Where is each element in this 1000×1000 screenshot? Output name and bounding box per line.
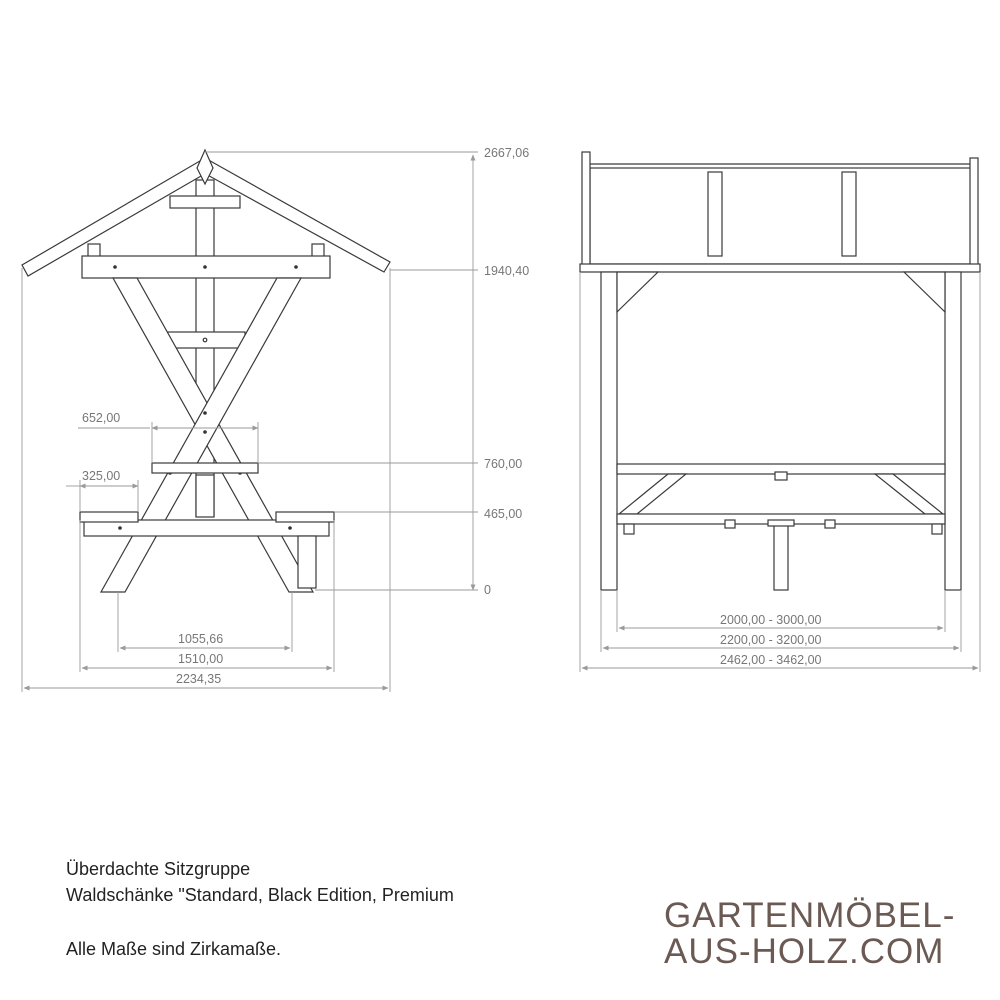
- roof-batten-left: [708, 172, 722, 256]
- center-foot: [774, 524, 788, 590]
- post-right: [945, 272, 961, 590]
- roof-panel: [590, 168, 972, 264]
- dim-width-table-top: 652,00: [82, 411, 121, 425]
- caption-models: Waldschänke "Standard, Black Edition, Premium: [66, 885, 454, 905]
- roof-right-slope: [202, 158, 390, 272]
- dim-length-table: 2000,00 - 3000,00: [720, 613, 822, 627]
- post-left: [601, 272, 617, 590]
- side-view: [22, 150, 390, 592]
- dim-height-bench: 465,00: [484, 507, 523, 521]
- dim-height-roof-base: 1940,40: [484, 264, 530, 278]
- roof-purlin: [170, 196, 240, 208]
- dim-height-zero: 0: [484, 583, 491, 597]
- front-view-labels: [720, 613, 822, 667]
- bench-top-right: [276, 512, 334, 522]
- roof-batten-right: [842, 172, 856, 256]
- caption-note: Alle Maße sind Zirkamaße.: [66, 939, 282, 959]
- table-top: [152, 463, 258, 473]
- front-view: [580, 152, 980, 590]
- dim-width-benches: 1510,00: [178, 652, 224, 666]
- dim-width-feet: 1055,66: [178, 632, 224, 646]
- brand-logo-line2: AUS-HOLZ.COM: [664, 932, 945, 971]
- dim-width-roof: 2234,35: [176, 672, 222, 686]
- bench-top-left: [80, 512, 138, 522]
- dim-length-frame: 2200,00 - 3200,00: [720, 633, 822, 647]
- roof-ridge: [197, 150, 213, 184]
- dim-height-table: 760,00: [484, 457, 523, 471]
- dim-height-total: 2667,06: [484, 146, 530, 160]
- dim-width-bench-top: 325,00: [82, 469, 121, 483]
- dim-length-roof: 2462,00 - 3462,00: [720, 653, 822, 667]
- caption-title: Überdachte Sitzgruppe: [66, 859, 251, 879]
- brand-logo-line1: GARTENMÖBEL-: [664, 896, 956, 935]
